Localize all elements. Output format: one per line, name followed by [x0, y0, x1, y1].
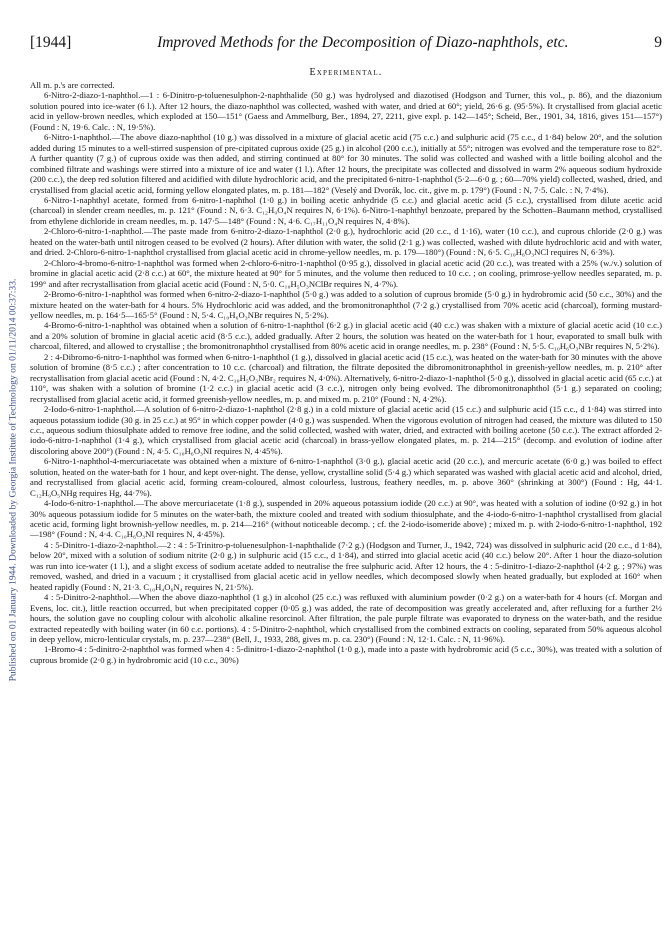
- page-number: 9: [654, 34, 662, 51]
- running-header: [30, 34, 662, 58]
- paragraph: 4 : 5-Dinitro-2-naphthol.—When the above diazo-naphthol (1 g.) in alcohol (25 c.c.) was refluxed with aluminium powder (0·2 g.) on a water-bath for 4 hours (cf. Morgan and Evens, loc. cit.), little reaction occurred, but when precipitated copper (0·05 g.) was added, the rate of decomposition was greatly accelerated and, after refluxing for a further 2½ hours, the solution gave no coupling colour with alcoholic alkaline resorcinol. After filtration, the pale purple filtrate was evaporated to dryness on the water-bath, and the residue extracted repeatedly with boiling water (in 60 c.c. portions). 4 : 5-Dinitro-2-naphthol, which crystallised from the combined extracts on cooling, separated from 50% aqueous alcohol in deep yellow, micro-lenticular crystals, m. p. 237—238° (Bell, J., 1933, 288, gives m. p. ca. 230°) (Found : N, 12·1. Calc. : N, 11·96%).: [30, 592, 662, 645]
- paragraph: 2-Chloro-6-nitro-1-naphthol.—The paste made from 6-nitro-2-diazo-1-naphthol (2·0 g.), hydrochloric acid (20 c.c., d 1·16), water (10 c.c.), and cuprous chloride (2·0 g.) was heated on the water-bath until nitrogen ceased to be evolved (2 hours). After dilution with water, the solid (2·1 g.) was collected, washed with dilute hydrochloric acid and with water, and dried. 2-Chloro-6-nitro-1-naphthol crystallised from glacial acetic acid in chrome-yellow needles, m. p. 179—180°) (Found : N, 6·5. C₁₀H₆O₃NCl requires N, 6·3%).: [30, 226, 662, 258]
- paragraph: 2-Chloro-4-bromo-6-nitro-1-naphthol was formed when 2-chloro-6-nitro-1-naphthol (0·95 g.), dissolved in glacial acetic acid (20 c.c.), was treated with a 25% (w./v.) solution of bromine in glacial acetic acid (2·8 c.c.) at 60°, the mixture heated at 90° for 5 minutes, and the volume then reduced to 10 c.c. ; on cooling, primrose-yellow needles separated, m. p. 199° and after recrystallisation from glacial acetic acid (Found : N, 5·0. C₁₀H₅O₃NClBr requires N, 4·7%).: [30, 257, 662, 289]
- paragraph: 2-Iodo-6-nitro-1-naphthol.—A solution of 6-nitro-2-diazo-1-naphthol (2·8 g.) in a cold mixture of glacial acetic acid (15 c.c.) and sulphuric acid (15 c.c., d 1·84) was stirred into aqueous potassium iodide (30 g. in 25 c.c.) at 95° in which copper powder (4·0 g.) was suspended. When the vigorous evolution of nitrogen had ceased, the mixture was diluted to 150 c.c., aqueous sodium thiosulphate added to remove free iodine, and the solid collected, washed with water, dried, and extracted with boiling acetone (50 c.c.). The extract afforded 2-iodo-6-nitro-1-naphthol (1·4 g.), which crystallised from glacial acetic acid (charcoal) in brass-yellow elongated plates, m. p. 214—215° (decomp. and evolution of iodine after discoloring above 200°) (Found : N, 4·5. C₁₀H₆O₃NI requires N, 4·45%).: [30, 404, 662, 456]
- paragraph: 6-Nitro-1-naphthol.—The above diazo-naphthol (10 g.) was dissolved in a mixture of glacial acetic acid (75 c.c.) and sulphuric acid (75 c.c., d 1·84) below 20°, and the solution added during 15 minutes to a well-stirred suspension of pre-cipitated cuprous oxide (25 g.) in alcohol (200 c.c.), initially at 55°; nitrogen was evolved and the temperature rose to 82°. A further quantity (7 g.) of cuprous oxide was then added, and stirring continued at 80° for 30 minutes. The solid was collected and washed with a little boiling alcohol and the combined filtrate and washings were stirred into a mixture of ice and water (1 l.). After 12 hours, the precipitate was collected and dissolved in warm 2% aqueous sodium hydroxide (200 c.c.), the deep red solution filtered and acidified with dilute hydrochloric acid, and the precipitated 6-nitro-1-naphthol (5·2—6·0 g. ; 60—70% yield) collected, washed, dried, and crystallised from glacial acetic acid, forming yellow elongated plates, m. p. 181—182° (Veselý and Dvorák, loc. cit., give m. p. 179°) (Found : N, 7·5. Calc. : N, 7·4%).: [30, 132, 662, 195]
- paragraph: 6-Nitro-1-naphthyl acetate, formed from 6-nitro-1-naphthol (1·0 g.) in boiling acetic anhydride (5 c.c.) and glacial acetic acid (5 c.c.), crystallised from dilute acetic acid (charcoal) in slender cream needles, m. p. 121° (Found : N, 6·3. C₁₂H₉O₄N requires N, 6·1%). 6-Nitro-1-naphthyl benzoate, prepared by the Schotten–Baumann method, crystallised from ethylene dichloride in cream needles, m. p. 147·5—148° (Found : N, 4·6. C₁₇H₁₁O₄N requires N, 4·8%).: [30, 194, 662, 226]
- paragraph: 4-Bromo-6-nitro-1-naphthol was obtained when a solution of 6-nitro-1-naphthol (6·2 g.) in glacial acetic acid (40 c.c.) was shaken with a mixture of glacial acetic acid (10 c.c.) and a 20% solution of bromine in glacial acetic acid (8·5 c.c.), added gradually. After 2 hours, the solution was heated on the water-bath for 1 hour, evaporated to small bulk with charcoal, filtered, and allowed to crystallise ; the bromonitronaphthol crystallised from 80% acetic acid in orange needles, m. p. 238° (Found : N, 5·5. C₁₀H₆O₃NBr requires N, 5·2%).: [30, 320, 662, 352]
- paragraph: 2 : 4-Dibromo-6-nitro-1-naphthol was formed when 6-nitro-1-naphthol (1 g.), dissolved in glacial acetic acid (15 c.c.), was heated on the water-bath for 30 minutes with the above solution of bromine (8·5 c.c.) ; after concentration to 10 c.c. (charcoal) and filtration, the filtrate deposited the dibromonitronaphthol in greenish-yellow needles, m. p. 210° after recrystallisation from glacial acetic acid (Found : N, 4·2. C₁₀H₅O₃NBr₂ requires N, 4·0%). Alternatively, 6-nitro-2-diazo-1-naphthol (5·0 g.), dissolved in glacial acetic acid (65 c.c.) at 110°, was shaken with a solution of bromine (1·2 c.c.) in glacial acetic acid (3 c.c.), nitrogen only being evolved. The dibromonitronaphthol (5·1 g.) separated on cooling; recrystallised from glacial acetic acid, it formed greenish-yellow needles, m. p. and mixed m. p. 210° (Found : N, 4·2%).: [30, 351, 662, 404]
- paragraph: 4 : 5-Dinitro-1-diazo-2-naphthol.—2 : 4 : 5-Trinitro-p-toluenesulphon-1-naphthalide (7·2 g.) (Hodgson and Turner, J., 1942, 724) was dissolved in sulphuric acid (20 c.c., d 1·84), below 20°, mixed with a solution of sodium nitrite (2·0 g.) in sulphuric acid (15 c.c., d 1·84), and stirred into glacial acetic acid (40 c.c.) below 20°. After 1 hour the diazo-solution was run into ice-water (1 l.), and a slight excess of sodium acetate added to neutralise the free sulphuric acid. After 12 hours, the 4 : 5-dinitro-1-diazo-2-naphthol (4·2 g. ; 97%) was removed, washed, and dried in a vacuum ; it crystallised from glacial acetic acid in yellow needles, which decomposed slowly when heated gradually, but exploded at 160° when heated rapidly (Found : N, 21·3. C₁₀H₄O₆N₄ requires N, 21·5%).: [30, 539, 662, 592]
- paragraph: 1-Bromo-4 : 5-dinitro-2-naphthol was formed when 4 : 5-dinitro-1-diazo-2-naphthol (1·0 g.), made into a paste with hydrobromic acid (5 c.c., 30%), was treated with a solution of cuprous bromide (2·0 g.) in hydrobromic acid (10 c.c., 30%): [30, 644, 662, 665]
- paragraph: 4-Iodo-6-nitro-1-naphthol.—The above mercuriacetate (1·8 g.), suspended in 20% aqueous potassium iodide (20 c.c.) at 90°, was heated with a solution of iodine (0·92 g.) in hot 30% aqueous potassium iodide for 5 minutes on the water-bath, the mixture cooled and treated with sodium thiosulphate, and the 4-iodo-6-nitro-1-naphthol crystallised from glacial acetic acid, forming light brownish-yellow needles, m. p. 214—216° (without noticeable decomp. ; cf. the 2-iodo-isomeride above) ; mixed m. p. with 2-iodo-6-nitro-1-naphthol, 192—198° (Found : N, 4·4. C₁₀H₆O₃NI requires N, 4·45%).: [30, 498, 662, 540]
- paragraph: 6-Nitro-2-diazo-1-naphthol.—1 : 6-Dinitro-p-toluenesulphon-2-naphthalide (50 g.) was hydrolysed and diazotised (Hodgson and Turner, this vol., p. 86), and the diazonium solution poured into ice-water (6 l.). After 12 hours, the diazo-naphthol was collected, washed with water, and dried at 60°; yield, 26·6 g. (95·5%). It crystallised from glacial acetic acid in yellow-brown needles, which exploded at 150—151° (Gaess and Ammelburg, Ber., 1894, 27, 2211, give expl. p. 142—145°; Scheid, Ber., 1901, 34, 1816, gives 151—157°) (Found : N, 19·6. Calc. : N, 19·5%).: [30, 90, 662, 132]
- publication-sidebar: [0, 40, 26, 920]
- page: [30, 34, 662, 665]
- header-year: [1944]: [30, 34, 72, 51]
- paragraph: All m. p.'s are corrected.: [30, 80, 115, 90]
- section-heading: Experimental.: [309, 67, 383, 78]
- header-title: Improved Methods for the Decomposition of Diazo-naphthols, etc.: [157, 34, 569, 51]
- article-body: [30, 80, 662, 665]
- paragraph: 2-Bromo-6-nitro-1-naphthol was formed when 6-nitro-2-diazo-1-naphthol (5·0 g.) was added to a solution of cuprous bromide (5·0 g.) in hydrobromic acid (50 c.c., 30%) and the mixture heated on the water-bath for 4 hours. 5% Hydrochloric acid was added, and the bromonitronaphthol (7·2 g.) crystallised from 70% acetic acid (charcoal), forming mustard-yellow needles, m. p. 164·5—165·5° (Found : N, 5·4. C₁₀H₆O₃NBr requires N, 5·2%).: [30, 289, 662, 320]
- paragraph: 6-Nitro-1-naphthol-4-mercuriacetate was obtained when a mixture of 6-nitro-1-naphthol (3·0 g.), glacial acetic acid (20 c.c.), and mercuric acetate (6·0 g.) was boiled to effect solution, heated on the water-bath for 1 hour, and kept over-night. The dense, yellow, crystalline solid (5·4 g.) which separated was washed with glacial acetic acid and alcohol, dried, and recrystallised from glacial acetic acid, forming cream-coloured, almost colourless, lustrous, feathery needles, m. p. above 360° (shrinking at 300°) (Found : Hg, 44·1. C₁₂H₉O₅NHg requires Hg, 44·7%).: [30, 456, 662, 498]
- download-notice: Published on 01 January 1944. Downloaded by Georgia Institute of Technology on 01/11/2014 00:37:33.: [7, 278, 19, 682]
